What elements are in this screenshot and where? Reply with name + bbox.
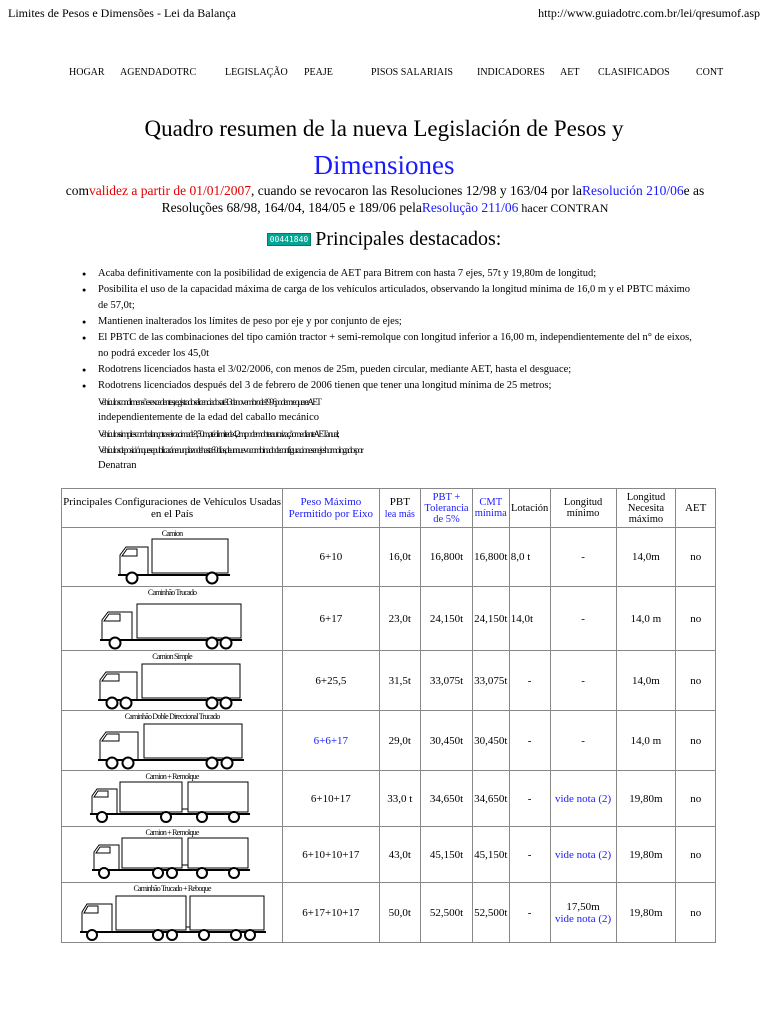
cell-pbt: 16,0t <box>379 528 421 587</box>
list-item-continuation: independientemente de la edad del caballo mecánico <box>98 412 319 423</box>
cell-long-min: - <box>550 711 616 771</box>
list-item-text: Vehículos con dimensões excedentes, registrados e licenciados até 13 de novembro de 1996 podem requerer AET <box>98 397 321 407</box>
nav-item-pisos-salariais[interactable]: PISOS SALARIAIS <box>371 67 453 78</box>
highlights-title: Principales destacados: <box>315 228 502 250</box>
header-pbt-lea-mas-link[interactable]: lea más <box>384 509 415 520</box>
vehicle-cell <box>62 771 283 827</box>
cell-long-min: - <box>550 651 616 711</box>
header-aet: AET <box>676 489 716 528</box>
cell-peso: 6+17 <box>283 587 379 651</box>
cell-cmt: 30,450t <box>472 711 509 771</box>
cell-cmt: 52,500t <box>472 883 509 943</box>
cell-long-max: 19,80m <box>616 827 676 883</box>
cell-pbt: 31,5t <box>379 651 421 711</box>
vehicle-label: Caminhão Doble Direccional Trucado <box>124 712 220 721</box>
cell-peso: 6+10 <box>283 528 379 587</box>
cell-lotacion: - <box>509 883 550 943</box>
vehicle-label: Camion Simple <box>152 652 192 661</box>
cell-lotacion: - <box>509 711 550 771</box>
table-header-row <box>62 489 716 528</box>
vehicle-label: Caminhão Trucado <box>147 588 197 597</box>
validity-text-3: e as Resoluções 68/98, 164/04, 184/05 e 189/06 pela <box>161 183 705 215</box>
main-title: Quadro resumen de la nueva Legislación de Pesos y <box>144 116 624 141</box>
nav-item-legislacao[interactable]: LEGISLAÇÃO <box>225 67 288 78</box>
vehicle-cell <box>62 587 283 651</box>
truck-trailer-medium-icon <box>62 827 277 883</box>
nav-item-clasificados[interactable]: CLASIFICADOS <box>598 67 670 78</box>
list-item: ● Posibilita el uso de la capacidad máxima de carga de los vehículos articulados, observando la longitud mínima de 16,0 m y el PBTC máximo de 57,0t; <box>96 282 696 314</box>
table-row <box>62 651 716 711</box>
cell-aet: no <box>676 651 716 711</box>
cell-peso: 6+10+10+17 <box>283 827 379 883</box>
header-longitud-maximo: Longitud Necesita máximo <box>616 489 676 528</box>
cell-aet: no <box>676 711 716 771</box>
cell-long-min <box>550 883 616 943</box>
cell-pbt-tol: 34,650t <box>421 771 473 827</box>
header-pbt <box>379 489 421 528</box>
cell-aet: no <box>676 771 716 827</box>
table-row <box>62 771 716 827</box>
cell-long-min: - <box>550 587 616 651</box>
cell-cmt: 45,150t <box>472 827 509 883</box>
header-longitud-minimo: Longitud mínimo <box>550 489 616 528</box>
cell-cmt: 33,075t <box>472 651 509 711</box>
list-item: ● Rodotrens licenciados después del 3 de febrero de 2006 tienen que tener una longitud mínima de 25 metros; <box>96 378 696 394</box>
vide-nota-link[interactable]: vide nota (2) <box>554 912 612 925</box>
truck-trailer-small-icon <box>62 771 277 827</box>
cell-long-max: 19,80m <box>616 771 676 827</box>
vehicle-label: Camion <box>161 529 183 538</box>
cell-lotacion: 8,0 t <box>509 528 550 587</box>
truck-trailer-large-icon <box>62 883 277 943</box>
cell-pbt: 23,0t <box>379 587 421 651</box>
cell-long-max: 14,0m <box>616 528 676 587</box>
top-nav <box>0 67 768 81</box>
vehicle-config-table <box>61 488 716 943</box>
header-pbt-label: PBT <box>389 496 410 508</box>
main-title-dimensiones: Dimensiones <box>313 150 455 180</box>
table-row <box>62 827 716 883</box>
resolucao-211-link[interactable]: Resolução 211/06 <box>421 200 519 215</box>
header-pbt-tolerancia[interactable]: PBT + Tolerancia de 5% <box>421 489 473 528</box>
list-item: ● Vehículos simples com balanço traseiro acima de 3,50m, até o limite de 4,2m, podem obter autorização mediante AET anual; <box>96 426 696 442</box>
table-row <box>62 711 716 771</box>
cell-aet: no <box>676 883 716 943</box>
cell-peso: 6+25,5 <box>283 651 379 711</box>
vehicle-cell <box>62 528 283 587</box>
cell-cmt: 24,150t <box>472 587 509 651</box>
list-item: ● Acaba definitivamente con la posibilidad de exigencia de AET para Bitrem con hasta 7 ejes, 57t y 19,80m de longitud; <box>96 266 696 282</box>
highlights-list <box>96 266 696 474</box>
table-row <box>62 883 716 943</box>
header-cmt-minima[interactable]: CMT mínima <box>472 489 509 528</box>
list-item: ● El PBTC de las combinaciones del tipo camión tractor + semi-remolque con longitud inferior a 16,00 m, independientemente del n° de eixos, no podrá exceder los 45,0t <box>96 330 696 362</box>
list-item <box>96 394 696 426</box>
cell-cmt: 16,800t <box>472 528 509 587</box>
cell-aet: no <box>676 528 716 587</box>
page-title: Limites de Pesos e Dimensões - Lei da Balança <box>8 6 236 20</box>
cell-lotacion: 14,0t <box>509 587 550 651</box>
cell-long-max: 14,0 m <box>616 587 676 651</box>
vide-nota-link[interactable]: vide nota (2) <box>550 827 616 883</box>
vehicle-label: Caminhão Trucado + Reboque <box>133 884 211 893</box>
validity-text-2: , cuando se revocaron las Resoluciones 12/98 y 163/04 por la <box>250 183 582 198</box>
cell-lotacion: - <box>509 771 550 827</box>
validity-paragraph <box>60 182 710 217</box>
cell-long-min: - <box>550 528 616 587</box>
cell-pbt-tol: 16,800t <box>421 528 473 587</box>
cell-pbt-tol: 45,150t <box>421 827 473 883</box>
cell-peso: 6+10+17 <box>283 771 379 827</box>
visit-counter: 00441840 <box>267 233 312 246</box>
truck-3axle-icon <box>62 587 277 651</box>
nav-item-indicadores[interactable]: INDICADORES <box>477 67 545 78</box>
truck-4axle-icon <box>62 651 277 711</box>
nav-item-cont[interactable]: CONT <box>696 67 724 78</box>
table-row <box>62 528 716 587</box>
vehicle-cell <box>62 883 283 943</box>
cell-peso-link[interactable]: 6+6+17 <box>283 711 379 771</box>
vehicle-cell <box>62 711 283 771</box>
cell-aet: no <box>676 827 716 883</box>
validity-text-1: com <box>65 183 89 198</box>
list-item-text: Vehículos de posición que se publicarán en un plazo de hasta 60 días, de un nuevo combinado de configuraciones en ejes homologados por <box>98 445 363 455</box>
validity-text-4: hacer CONTRAN <box>518 201 609 215</box>
list-item: ● Mantienen inalterados los límites de peso por eje y por conjunto de ejes; <box>96 314 696 330</box>
vehicle-cell <box>62 651 283 711</box>
validity-date: validez a partir de 01/01/2007 <box>89 183 251 198</box>
cell-aet: no <box>676 587 716 651</box>
header-lotacion: Lotación <box>509 489 550 528</box>
list-item-continuation: Denatran <box>98 460 137 471</box>
nav-item-hogar[interactable]: HOGAR <box>69 67 105 78</box>
cell-long-max: 14,0m <box>616 651 676 711</box>
nav-item-aet[interactable]: AET <box>560 67 580 78</box>
truck-double-steer-icon <box>62 711 277 771</box>
vehicle-cell <box>62 827 283 883</box>
vehicle-label: Camion + Remolque <box>145 828 199 837</box>
vehicle-label: Camion + Remolque <box>145 772 199 781</box>
cell-pbt-tol: 33,075t <box>421 651 473 711</box>
cell-long-max: 19,80m <box>616 883 676 943</box>
cell-pbt: 29,0t <box>379 711 421 771</box>
nav-item-peaje[interactable]: PEAJE <box>304 67 333 78</box>
header-config: Principales Configuraciones de Vehículos Usadas en el País <box>62 489 283 528</box>
header-peso-maximo[interactable]: Peso Máximo Permitido por Eixo <box>283 489 379 528</box>
cell-pbt: 33,0 t <box>379 771 421 827</box>
long-min-value: 17,50m <box>566 900 600 913</box>
list-item <box>96 442 696 474</box>
list-item: ● Rodotrens licenciados hasta el 3/02/2006, con menos de 25m, pueden circular, mediante AET, hasta el desguace; <box>96 362 696 378</box>
cell-peso: 6+17+10+17 <box>283 883 379 943</box>
resolucion-210-link[interactable]: Resolución 210/06 <box>582 183 684 198</box>
highlights-heading <box>0 228 768 251</box>
vide-nota-link[interactable]: vide nota (2) <box>550 771 616 827</box>
page-url: http://www.guiadotrc.com.br/lei/qresumof.asp <box>538 6 760 20</box>
cell-lotacion: - <box>509 827 550 883</box>
nav-item-agendadotrc[interactable]: AGENDADOTRC <box>120 67 197 78</box>
cell-pbt-tol: 24,150t <box>421 587 473 651</box>
cell-pbt: 50,0t <box>379 883 421 943</box>
table-row <box>62 587 716 651</box>
cell-pbt: 43,0t <box>379 827 421 883</box>
truck-2axle-icon <box>62 528 277 587</box>
cell-long-max: 14,0 m <box>616 711 676 771</box>
cell-lotacion: - <box>509 651 550 711</box>
cell-pbt-tol: 30,450t <box>421 711 473 771</box>
cell-cmt: 34,650t <box>472 771 509 827</box>
cell-pbt-tol: 52,500t <box>421 883 473 943</box>
